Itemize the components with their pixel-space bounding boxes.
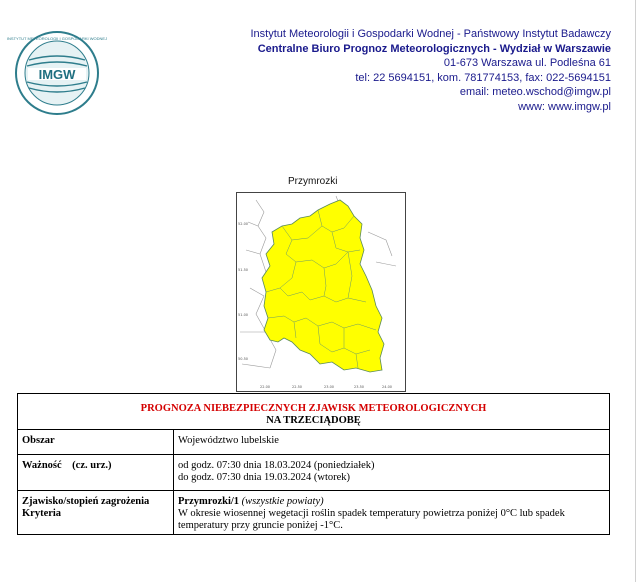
zjawisko-label-cell	[18, 491, 174, 535]
header-line-address: 01-673 Warszawa ul. Podleśna 61	[443, 57, 611, 70]
x-tick-label: 24.00	[382, 385, 393, 389]
waznosc-from: od godz. 07:30 dnia 18.03.2024 (poniedziałek)	[178, 460, 375, 471]
warning-table	[17, 393, 610, 535]
waznosc-to: do godz. 07:30 dnia 19.03.2024 (wtorek)	[178, 472, 351, 483]
zjawisko-value-cell	[174, 491, 610, 535]
logo-text: IMGW	[38, 67, 76, 82]
y-tick-label: 51.50	[238, 268, 249, 272]
x-tick-label: 22.00	[260, 385, 271, 389]
zjawisko-label: Zjawisko/stopień zagrożenia	[22, 496, 150, 507]
warning-map	[236, 192, 406, 392]
kryteria-label: Kryteria	[22, 508, 62, 519]
header-line-email: email: meteo.wschod@imgw.pl	[459, 86, 611, 99]
header-line-bureau: Centralne Biuro Prognoz Meteorologicznych - Wydział w Warszawie	[257, 42, 611, 55]
table-title-cell	[18, 394, 610, 430]
header-line-phone: tel: 22 5694151, kom. 781774153, fax: 022-5694151	[355, 71, 611, 84]
x-tick-label: 23.50	[354, 385, 365, 389]
zjawisko-name: Przymrozki/1	[178, 496, 240, 507]
y-tick-label: 51.00	[238, 313, 249, 317]
obszar-label: Obszar	[18, 430, 174, 455]
header-line-institute: Instytut Meteorologii i Gospodarki Wodnej - Państwowy Instytut Badawczy	[250, 28, 611, 40]
logo-ring-text: INSTYTUT METEOROLOGII I GOSPODARKI WODNEJ	[6, 36, 108, 41]
imgw-logo	[6, 30, 108, 116]
zjawisko-scope: (wszystkie powiaty)	[241, 496, 324, 507]
table-row	[18, 430, 610, 455]
table-header-row	[18, 394, 610, 430]
table-row	[18, 455, 610, 491]
obszar-value: Województwo lubelskie	[174, 430, 610, 455]
header-line-www: www: www.imgw.pl	[518, 100, 611, 113]
x-tick-label: 23.00	[324, 385, 335, 389]
kryteria-text: W okresie wiosennej wegetacji roślin spadek temperatury powietrza poniżej 0°C lub spadek temperatury przy gruncie poniżej -1°C.	[178, 508, 565, 531]
x-tick-label: 22.50	[292, 385, 303, 389]
waznosc-label: Ważność (cz. urz.)	[18, 455, 174, 491]
table-title-line1: PROGNOZA NIEBEZPIECZNYCH ZJAWISK METEOROLOGICZNYCH	[140, 403, 487, 414]
table-row	[18, 491, 610, 535]
map-title: Przymrozki	[288, 176, 338, 187]
waznosc-value	[174, 455, 610, 491]
page-border	[635, 0, 636, 582]
table-title-line2: NA TRZECIĄDOBĘ	[266, 415, 361, 426]
y-tick-label: 52.00	[238, 222, 249, 226]
institution-header	[250, 27, 611, 115]
y-tick-label: 50.50	[238, 357, 249, 361]
